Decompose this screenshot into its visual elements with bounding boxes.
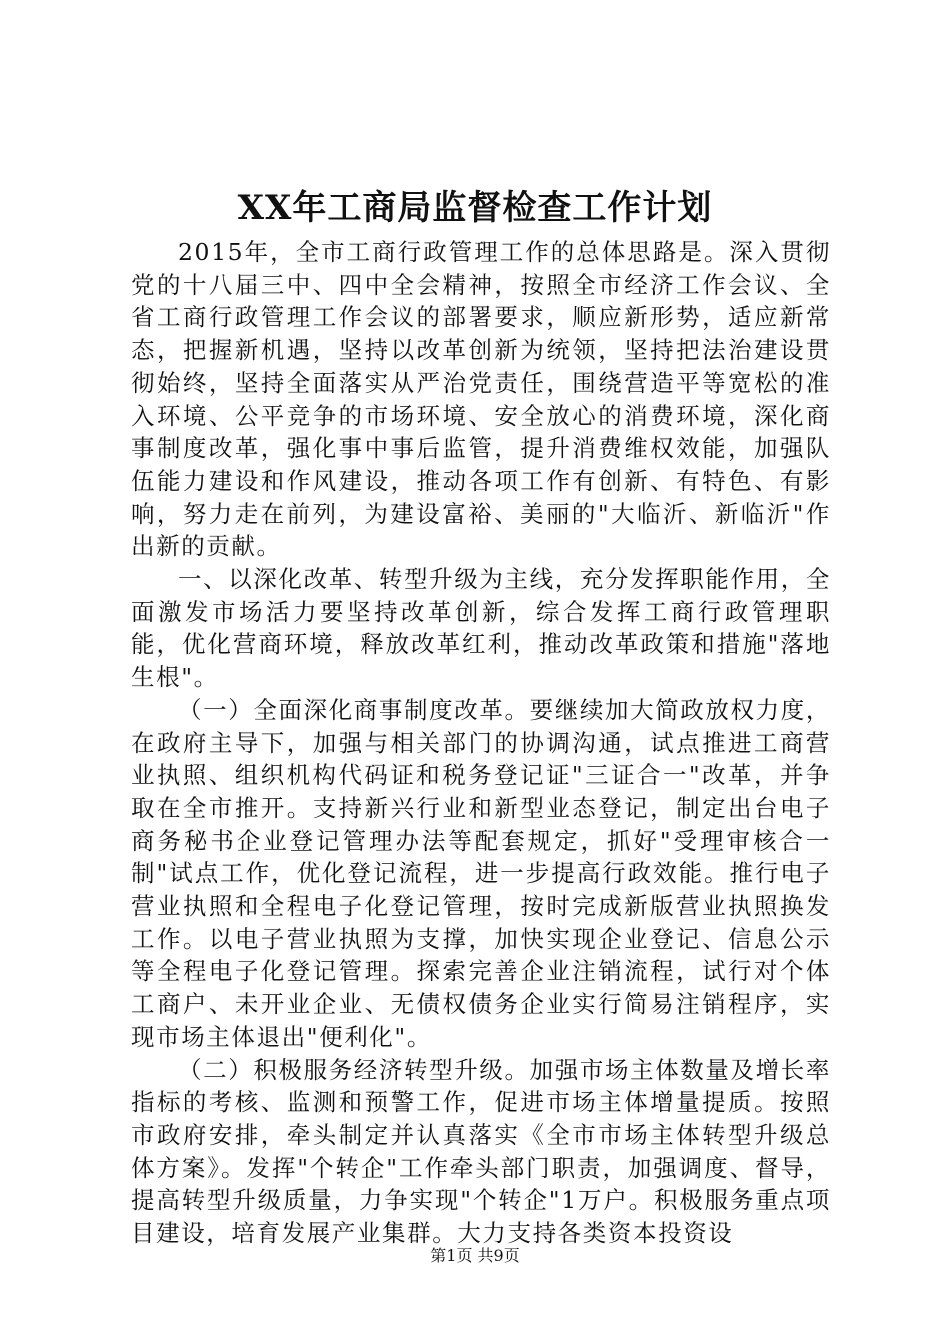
body-paragraph: 2015年，全市工商行政管理工作的总体思路是。深入贯彻党的十八届三中、四中全会精神，按照全市经济工作会议、全省工商行政管理工作会议的部署要求，顺应新形势，适应新常态，把握新机遇，坚持以改革创新为统领，坚持把法治建设贯彻始终，坚持全面落实从严治党责任，围绕营造平等宽松的准入环境、公平竞争的市场环境、安全放心的消费环境，深化商事制度改革，强化事中事后监管，提升消费维权效能，加强队伍能力建设和作风建设，推动各项工作有创新、有特色、有影响，努力走在前列，为建设富裕、美丽的"大临沂、新临沂"作出新的贡献。 — [131, 238, 831, 561]
document-title: XX年工商局监督检查工作计划 — [237, 188, 713, 228]
body-paragraph: 一、以深化改革、转型升级为主线，充分发挥职能作用，全面激发市场活力要坚持改革创新，综合发挥工商行政管理职能，优化营商环境，释放改革红利，推动改革政策和措施"落地生根"。 — [131, 565, 831, 692]
document-body — [131, 236, 831, 1250]
page-number-footer: 第1页 共9页 — [430, 1246, 520, 1265]
body-paragraph: （二）积极服务经济转型升级。加强市场主体数量及增长率指标的考核、监测和预警工作，促进市场主体增量提质。按照市政府安排，牵头制定并认真落实《全市市场主体转型升级总体方案》。发挥"个转企"工作牵头部门职责，加强调度、督导，提高转型升级质量，力争实现"个转企"1万户。积极服务重点项目建设，培育发展产业集群。大力支持各类资本投资设 — [131, 1055, 831, 1248]
body-paragraph: （一）全面深化商事制度改革。要继续加大简政放权力度，在政府主导下，加强与相关部门的协调沟通，试点推进工商营业执照、组织机构代码证和税务登记证"三证合一"改革，并争取在全市推开。支持新兴行业和新型业态登记，制定出台电子商务秘书企业登记管理办法等配套规定，抓好"受理审核合一制"试点工作，优化登记流程，进一步提高行政效能。推行电子营业执照和全程电子化登记管理，按时完成新版营业执照换发工作。以电子营业执照为支撑，加快实现企业登记、信息公示等全程电子化登记管理。探索完善企业注销流程，试行对个体工商户、未开业企业、无债权债务企业实行简易注销程序，实现市场主体退出"便利化"。 — [131, 695, 831, 1051]
